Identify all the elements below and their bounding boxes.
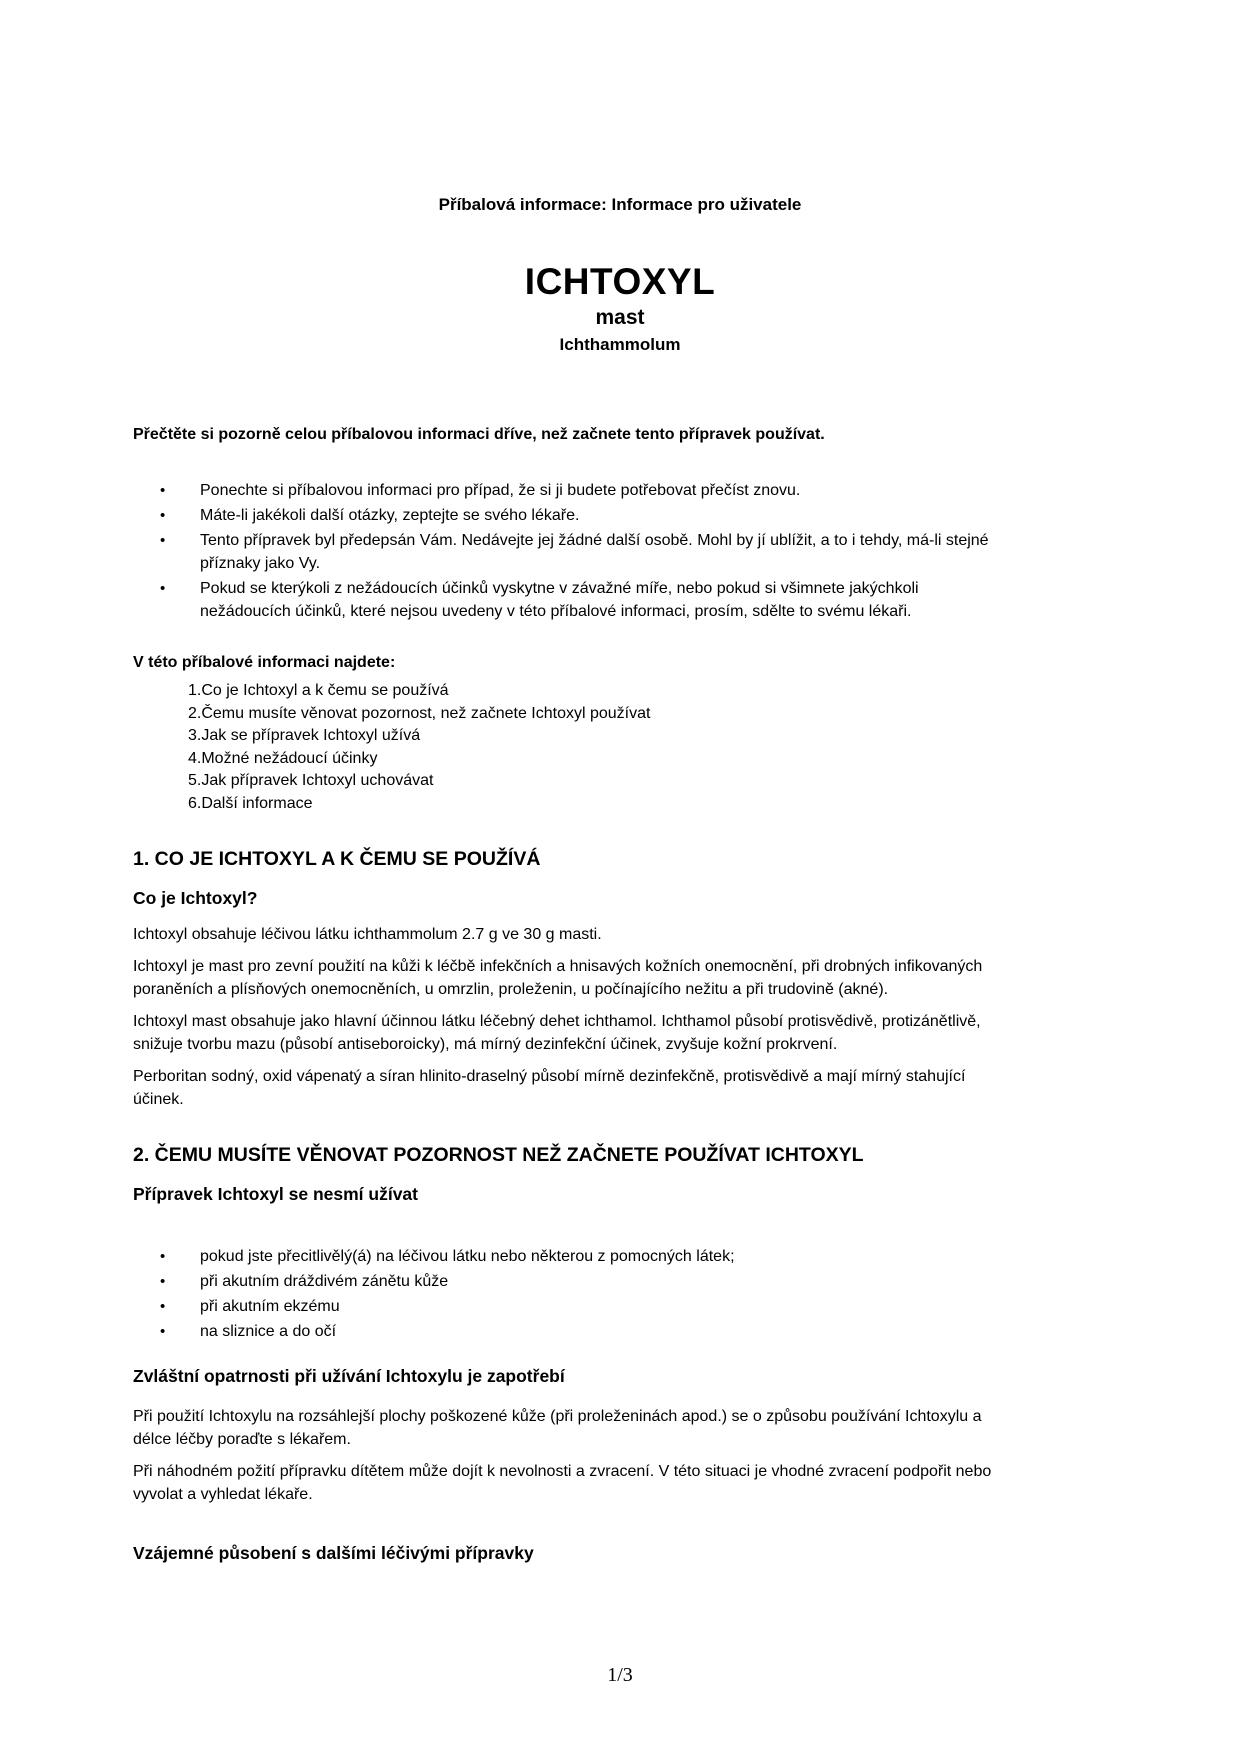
toc-item: 4.Možné nežádoucí účinky [188,749,378,767]
bullet-text: pokud jste přecitlivělý(á) na léčivou látku nebo některou z pomocných látek; [200,1248,735,1265]
bullet-icon: • [160,507,166,524]
section1-subheading: Co je Ichtoxyl? [133,888,258,908]
bullet-icon: • [160,1298,166,1315]
active-substance: Ichthammolum [559,335,681,354]
section2-contraindications-subheading: Přípravek Ichtoxyl se nesmí užívat [133,1184,418,1204]
bullet-text: při akutním ekzému [200,1298,340,1315]
toc-heading: V této příbalové informaci najdete: [133,654,396,671]
paragraph: Při použití Ichtoxylu na rozsáhlejší plochy poškozené kůže (při proleženinách apod.) se o způsobu používání Ichtoxylu a délce léčby poraďte s lékařem. [133,1408,982,1448]
list-item [133,1245,1107,1268]
paragraph: Ichtoxyl je mast pro zevní použití na kůži k léčbě infekčních a hnisavých kožních onemocnění, při drobných infikovaných poraněních a plísňových onemocněních, u omrzlin, proleženin, u počínajícího nežitu a při trudovině (akné). [133,958,983,998]
product-title: ICHTOXYL [524,261,716,302]
bullet-text: Ponechte si příbalovou informaci pro případ, že si ji budete potřebovat přečíst znovu. [200,482,801,499]
section2-precautions-subheading: Zvláštní opatrnosti při užívání Ichtoxylu je zapotřebí [133,1366,565,1386]
bullet-text: Tento přípravek byl předepsán Vám. Nedávejte jej žádné další osobě. Mohl by jí ublížit, a to i tehdy, má-li stejné příznaky jako Vy. [200,532,989,572]
section2-interactions-subheading: Vzájemné působení s dalšími léčivými přípravky [133,1543,534,1563]
leaflet-type-line: Příbalová informace: Informace pro uživatele [438,195,802,214]
toc-item: 6.Další informace [188,794,313,812]
toc-item: 5.Jak přípravek Ichtoxyl uchovávat [188,772,434,789]
bullet-text: na sliznice a do očí [200,1323,337,1340]
section2-heading: 2. ČEMU MUSÍTE VĚNOVAT POZORNOST NEŽ ZAČNETE POUŽÍVAT ICHTOXYL [133,1144,864,1166]
section1-heading: 1. CO JE ICHTOXYL A K ČEMU SE POUŽÍVÁ [133,848,541,870]
toc-item: 1.Co je Ichtoxyl a k čemu se používá [188,682,449,699]
bullet-icon: • [160,580,166,597]
paragraph: Při náhodném požití přípravku dítětem může dojít k nevolnosti a zvracení. V této situaci je vhodné zvracení podpořit nebo vyvolat a vyhledat lékaře. [133,1463,992,1503]
list-item [133,1295,1107,1318]
bullet-icon: • [160,482,166,499]
paragraph: Ichtoxyl mast obsahuje jako hlavní účinnou látku léčebný dehet ichthamol. Ichthamol působí protisvědivě, protizánětlivě, snižuje tvorbu mazu (působí antiseboroicky), má mírný dezinfekční účinek, zvyšuje kožní prokrvení. [133,1013,981,1053]
bullet-text: Máte-li jakékoli další otázky, zeptejte se svého lékaře. [200,507,580,524]
intro-heading: Přečtěte si pozorně celou příbalovou informaci dříve, než začnete tento přípravek používat. [133,426,825,443]
bullet-text: při akutním dráždivém zánětu kůže [200,1273,449,1290]
paragraph: Perboritan sodný, oxid vápenatý a síran hlinito-draselný působí mírně dezinfekčně, protisvědivě a mají mírný stahující účinek. [133,1068,966,1108]
toc-list [133,680,1107,815]
list-item [133,1270,1107,1293]
bullet-text: Pokud se kterýkoli z nežádoucích účinků vyskytne v závažné míře, nebo pokud si všimnete jakýchkoli nežádoucích účinků, které nejsou uvedeny v této příbalové informaci, prosím, sdělte to svému lékaři. [200,580,919,620]
page-number: 1/3 [607,1664,633,1686]
contraindication-bullet-list [133,1245,1107,1343]
toc-item: 2.Čemu musíte věnovat pozornost, než začnete Ichtoxyl používat [188,704,651,722]
bullet-icon: • [160,1323,166,1340]
list-item [133,504,1107,527]
paragraph: Ichtoxyl obsahuje léčivou látku ichthammolum 2.7 g ve 30 g masti. [133,926,602,943]
toc-item: 3.Jak se přípravek Ichtoxyl užívá [188,727,421,744]
pharmaceutical-form: mast [595,306,645,329]
list-item [133,479,1107,502]
bullet-icon: • [160,532,166,549]
bullet-icon: • [160,1273,166,1290]
bullet-icon: • [160,1248,166,1265]
intro-bullet-list [133,479,1107,623]
list-item [133,1320,1107,1343]
list-item [133,577,1107,623]
list-item [133,529,1107,575]
